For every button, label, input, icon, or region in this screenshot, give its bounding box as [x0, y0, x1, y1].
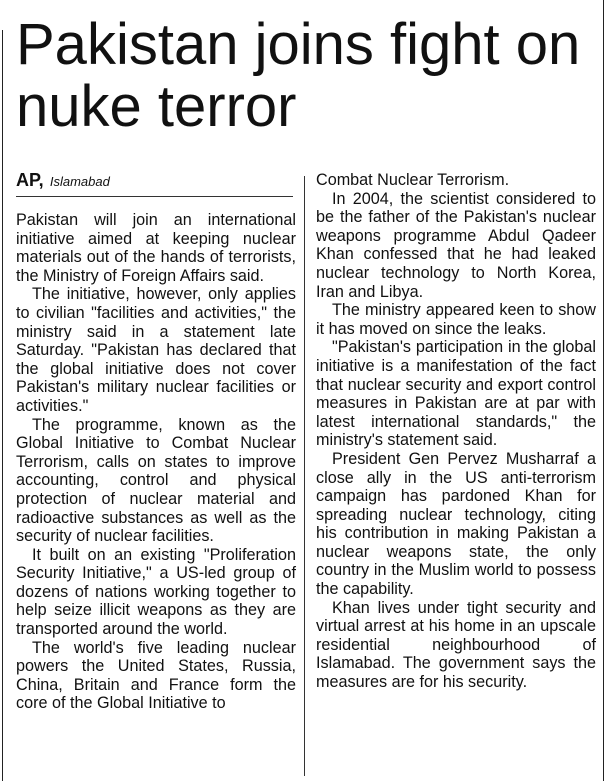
paragraph: Pakistan will join an international initiative aimed at keeping nuclear materials out of the hands of terrorists, the Ministry of Foreign Affairs said.	[16, 211, 296, 285]
left-column-rule	[2, 30, 3, 781]
paragraph: In 2004, the scientist considered to be the father of the Pakistan's nuclear weapons programme Abdul Qadeer Khan confessed that he had leaked nuclear technology to North Korea, Iran and Libya.	[316, 189, 596, 301]
paragraph-continued: Combat Nuclear Terrorism.	[316, 171, 510, 189]
byline-agency: AP,	[16, 170, 44, 190]
paragraph: "Pakistan's participation in the global initiative is a manifestation of the fact that nuclear security and export control measures in Pakistan are at par with latest international standards," the ministry's statement said.	[316, 338, 596, 450]
byline-place: Islamabad	[49, 174, 110, 189]
headline: Pakistan joins fight on nuke terror	[16, 12, 581, 139]
paragraph: President Gen Pervez Musharraf a close ally in the US anti-terrorism campaign has pardoned Khan for spreading nuclear technology, citing his contribution in making Pakistan a nuclear weapons state, the only country in the Muslim world to possess the capability.	[316, 449, 596, 599]
paragraph: The ministry appeared keen to show it has moved on since the leaks.	[316, 301, 596, 338]
paragraph: It built on an existing "Proliferation Security Initiative," a US-led group of dozens of nations working together to help seize illicit weapons as they are transported around the world.	[16, 545, 296, 639]
byline	[16, 170, 293, 197]
paragraph: Khan lives under tight security and virtual arrest at his home in an upscale residential neighbourhood of Islamabad. The government says the measures are for his security.	[316, 598, 596, 692]
right-column	[316, 171, 596, 692]
column-divider	[304, 176, 305, 776]
paragraph: The initiative, however, only applies to civilian "facilities and activities," the ministry said in a statement late Saturday. "Pakistan has declared that the global initiative does not cover Pakistan's military nuclear facilities or activities."	[16, 285, 296, 415]
paragraph: The programme, known as the Global Initiative to Combat Nuclear Terrorism, calls on states to improve accounting, control and physical protection of nuclear material and radioactive substances as well as the security of nuclear facilities.	[16, 415, 296, 546]
paragraph: The world's five leading nuclear powers the United States, Russia, China, Britain and France form the core of the Global Initiative to	[16, 638, 296, 713]
right-edge-rule	[603, 0, 604, 781]
left-column	[16, 170, 296, 713]
